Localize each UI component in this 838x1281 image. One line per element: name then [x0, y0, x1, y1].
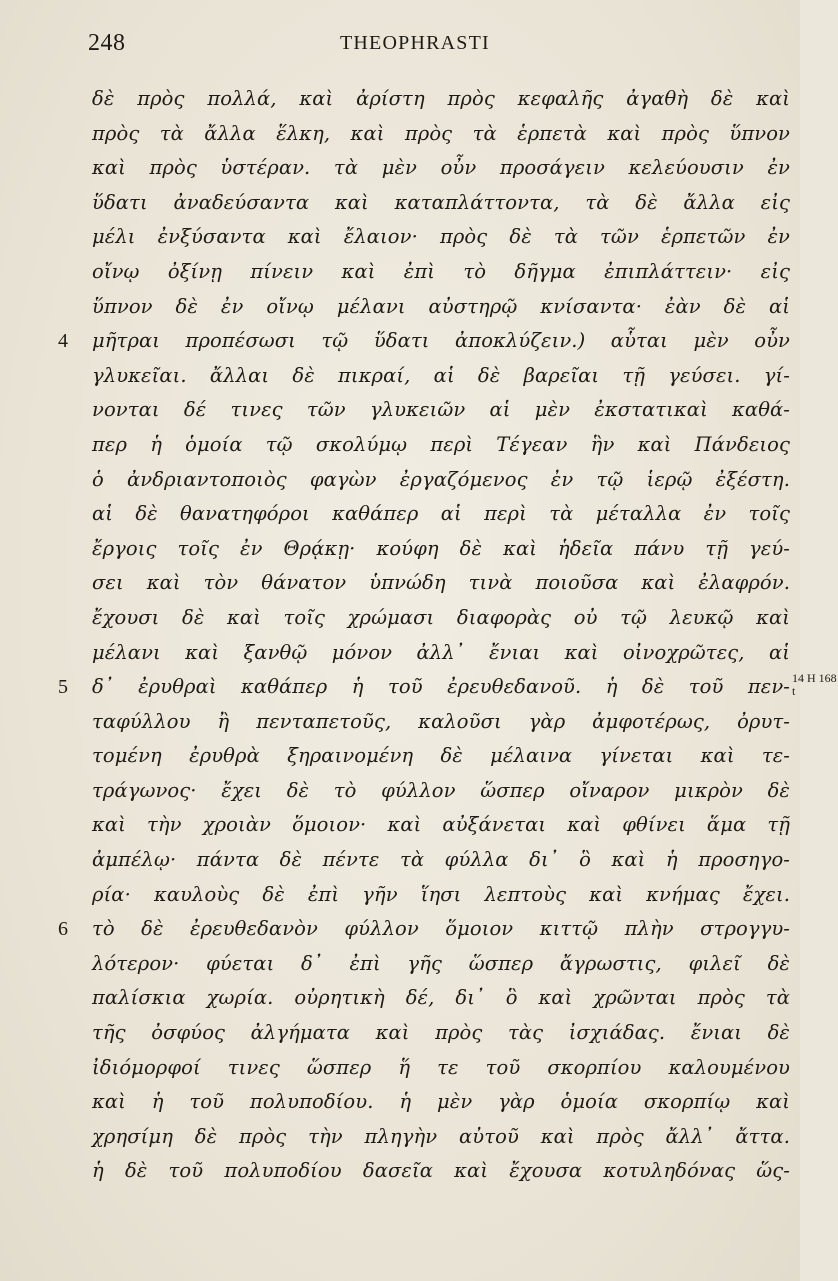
line-text: περ ἡ ὁμοία τῷ σκολύμῳ περὶ Τέγεαν ἣν καὶ Πάνδειος — [92, 432, 790, 456]
line-text: τράγωνος· ἔχει δὲ τὸ φύλλον ὥσπερ οἴναρον μικρὸν δὲ — [92, 778, 790, 802]
line-text: μέλι ἐνξύσαντα καὶ ἔλαιον· πρὸς δὲ τὰ τῶν ἑρπετῶν ἐν — [92, 225, 790, 249]
text-line — [40, 220, 800, 255]
text-line — [40, 497, 800, 532]
line-text: νονται δέ τινες τῶν γλυκειῶν αἱ μὲν ἐκστατικαὶ καθά- — [92, 398, 790, 422]
text-line — [40, 878, 800, 913]
text-line — [40, 82, 800, 117]
line-text: χρησίμη δὲ πρὸς τὴν πληγὴν αὐτοῦ καὶ πρὸς ἄλλ᾽ ἄττα. — [92, 1124, 790, 1148]
text-line — [40, 808, 800, 843]
text-line — [40, 981, 800, 1016]
line-text: τῆς ὀσφύος ἀλγήματα καὶ πρὸς τὰς ἰσχιάδας. ἔνιαι δὲ — [92, 1021, 790, 1045]
line-text: πρὸς τὰ ἄλλα ἕλκη, καὶ πρὸς τὰ ἑρπετὰ καὶ πρὸς ὕπνον — [92, 121, 790, 145]
text-line — [40, 1051, 800, 1086]
text-line — [40, 359, 800, 394]
line-text: καὶ τὴν χροιὰν ὅμοιον· καὶ αὐξάνεται καὶ φθίνει ἅμα τῇ — [92, 813, 790, 837]
line-text: τομένη ἐρυθρὰ ξηραινομένη δὲ μέλαινα γίνεται καὶ τε- — [92, 744, 790, 768]
running-title: THEOPHRASTI — [340, 32, 490, 54]
line-text: ὕπνον δὲ ἐν οἴνῳ μέλανι αὐστηρῷ κνίσαντα· ἐὰν δὲ αἱ — [92, 294, 790, 318]
text-line — [40, 290, 800, 325]
line-text: γλυκεῖαι. ἄλλαι δὲ πικραί, αἱ δὲ βαρεῖαι τῇ γεύσει. γί- — [92, 363, 790, 387]
text-line — [40, 1085, 800, 1120]
line-text: ὁ ἀνδριαντοποιὸς φαγὼν ἐργαζόμενος ἐν τῷ ἱερῷ ἐξέστη. — [92, 467, 790, 491]
line-text: ἔχουσι δὲ καὶ τοῖς χρώμασι διαφορὰς οὐ τῷ λευκῷ καὶ — [92, 605, 790, 629]
text-line — [40, 1120, 800, 1155]
line-text: ταφύλλου ἢ πενταπετοῦς, καλοῦσι γὰρ ἀμφοτέρως, ὀρυτ- — [92, 709, 790, 733]
text-line — [40, 705, 800, 740]
greek-text-block — [40, 82, 837, 1189]
line-text: οἴνῳ ὀξίνῃ πίνειν καὶ ἐπὶ τὸ δῆγμα ἐπιπλάττειν· εἰς — [92, 259, 790, 283]
line-text: αἱ δὲ θανατηφόροι καθάπερ αἱ περὶ τὰ μέταλλα ἐν τοῖς — [92, 502, 790, 526]
text-line — [40, 566, 800, 601]
text-line — [40, 947, 800, 982]
marginal-reference: 14 H 168 t — [792, 671, 837, 699]
text-line — [40, 151, 800, 186]
text-line — [40, 186, 800, 221]
line-text: ἔργοις τοῖς ἐν Θρᾴκῃ· κούφη δὲ καὶ ἡδεῖα πάνυ τῇ γεύ- — [92, 536, 790, 560]
line-text: ἡ δὲ τοῦ πολυποδίου δασεῖα καὶ ἔχουσα κοτυληδόνας ὥς- — [92, 1159, 790, 1183]
line-text: τὸ δὲ ἐρευθεδανὸν φύλλον ὅμοιον κιττῷ πλὴν στρογγυ- — [92, 917, 790, 941]
section-number: 5 — [58, 676, 68, 699]
text-line — [40, 912, 800, 947]
text-line — [40, 255, 800, 290]
line-text: μέλανι καὶ ξανθῷ μόνον ἀλλ᾽ ἔνιαι καὶ οἰνοχρῶτες, αἱ — [92, 640, 790, 664]
text-line — [40, 739, 800, 774]
line-text: δὲ πρὸς πολλά, καὶ ἀρίστη πρὸς κεφαλῆς ἀγαθὴ δὲ καὶ — [92, 87, 790, 110]
line-text: ρία· καυλοὺς δὲ ἐπὶ γῆν ἵησι λεπτοὺς καὶ κνήμας ἔχει. — [92, 882, 790, 906]
text-line — [40, 636, 800, 671]
text-line — [40, 463, 800, 498]
line-text: σει καὶ τὸν θάνατον ὑπνώδη τινὰ ποιοῦσα καὶ ἐλαφρόν. — [92, 571, 790, 595]
line-text: παλίσκια χωρία. οὐρητικὴ δέ, δι᾽ ὃ καὶ χρῶνται πρὸς τὰ — [92, 986, 790, 1010]
text-line — [40, 670, 837, 705]
line-text: ἰδιόμορφοί τινες ὥσπερ ἥ τε τοῦ σκορπίου καλουμένου — [92, 1055, 790, 1079]
text-line — [40, 393, 800, 428]
page-number: 248 — [88, 30, 126, 56]
text-line — [40, 117, 800, 152]
line-text: ἀμπέλῳ· πάντα δὲ πέντε τὰ φύλλα δι᾽ ὃ καὶ ἡ προσηγο- — [92, 848, 790, 872]
text-line — [40, 532, 800, 567]
line-text: καὶ ἡ τοῦ πολυποδίου. ἡ μὲν γὰρ ὁμοία σκορπίῳ καὶ — [92, 1090, 790, 1114]
line-text: δ᾽ ἐρυθραὶ καθάπερ ἡ τοῦ ἐρευθεδανοῦ. ἡ δὲ τοῦ πεν- — [92, 675, 790, 699]
line-text: μῆτραι προπέσωσι τῷ ὕδατι ἀποκλύζειν.) αὗται μὲν οὖν — [92, 329, 790, 353]
section-number: 6 — [58, 918, 68, 941]
running-head — [88, 30, 768, 66]
section-number: 4 — [58, 330, 68, 353]
text-line — [40, 428, 800, 463]
text-line — [40, 601, 800, 636]
text-line — [40, 843, 800, 878]
line-text: καὶ πρὸς ὑστέραν. τὰ μὲν οὖν προσάγειν κελεύουσιν ἐν — [92, 156, 790, 180]
line-text: ὕδατι ἀναδεύσαντα καὶ καταπλάττοντα, τὰ δὲ ἄλλα εἰς — [92, 190, 790, 214]
text-line — [40, 324, 800, 359]
text-line — [40, 774, 800, 809]
line-text: λότερον· φύεται δ᾽ ἐπὶ γῆς ὥσπερ ἄγρωστις, φιλεῖ δὲ — [92, 951, 790, 975]
text-line — [40, 1154, 800, 1189]
text-line — [40, 1016, 800, 1051]
